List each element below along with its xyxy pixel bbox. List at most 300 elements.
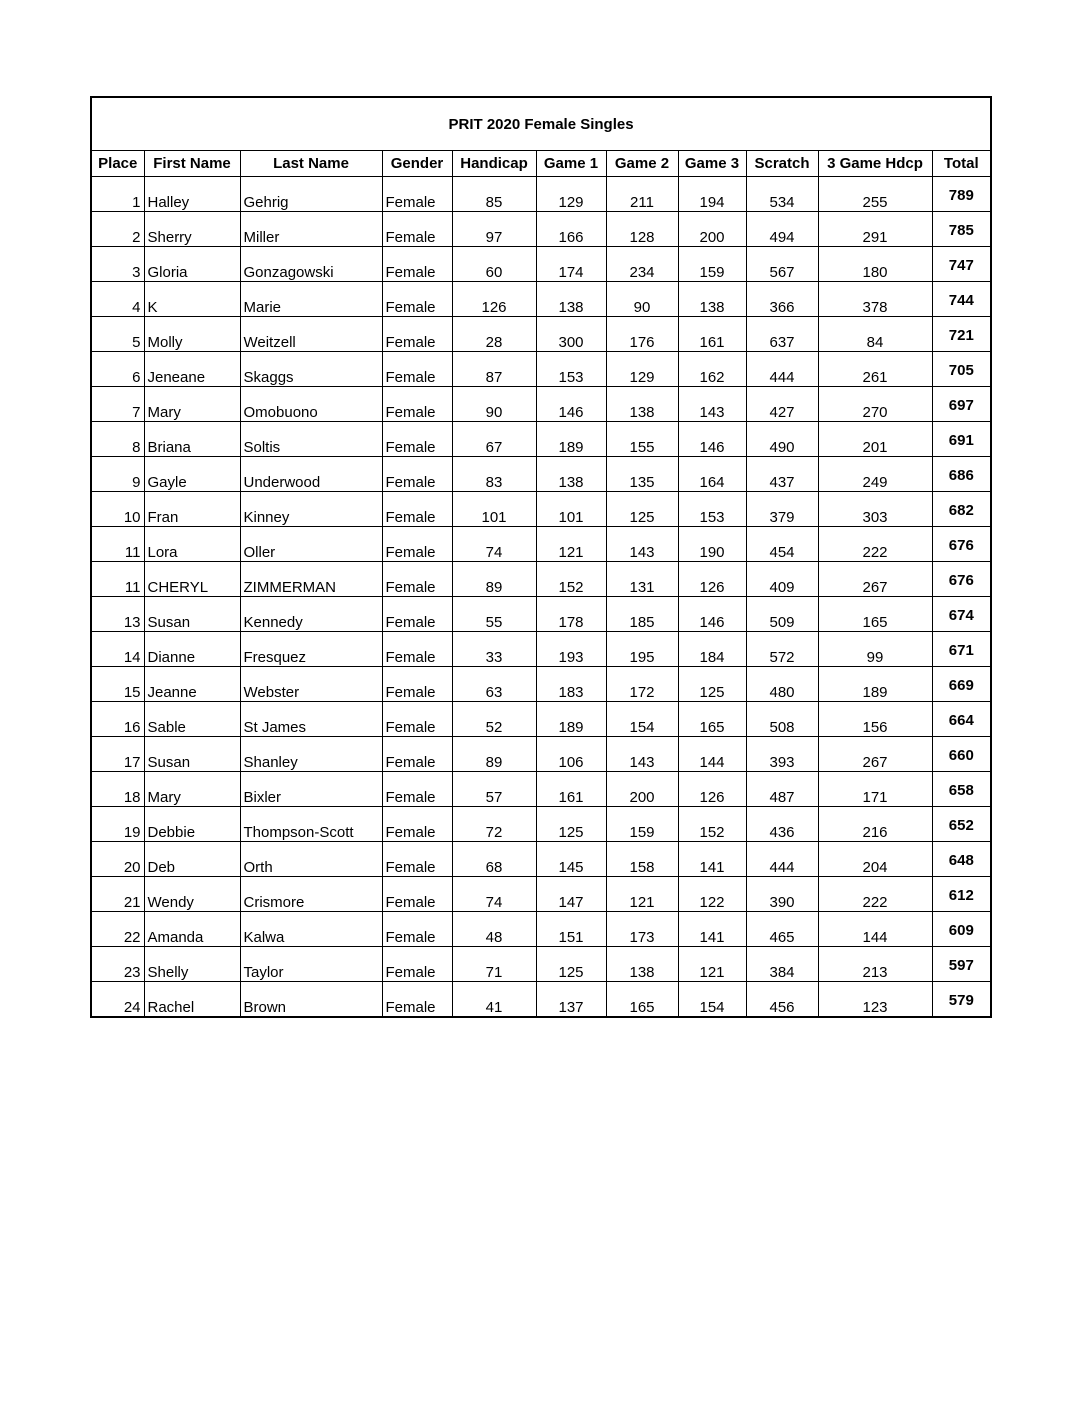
- cell-first-name: Amanda: [144, 912, 240, 947]
- cell-scratch: 480: [746, 667, 818, 702]
- cell-gender: Female: [382, 212, 452, 247]
- cell-place: 21: [91, 877, 144, 912]
- cell-total: 721: [932, 317, 991, 352]
- cell-last-name: Weitzell: [240, 317, 382, 352]
- cell-total: 652: [932, 807, 991, 842]
- cell-handicap: 68: [452, 842, 536, 877]
- cell-first-name: Deb: [144, 842, 240, 877]
- cell-three-game-hdcp: 249: [818, 457, 932, 492]
- cell-scratch: 637: [746, 317, 818, 352]
- cell-scratch: 490: [746, 422, 818, 457]
- cell-place: 4: [91, 282, 144, 317]
- cell-gender: Female: [382, 667, 452, 702]
- cell-three-game-hdcp: 255: [818, 177, 932, 212]
- column-header-three-game-hdcp: 3 Game Hdcp: [818, 151, 932, 177]
- table-row: [91, 317, 991, 352]
- cell-handicap: 28: [452, 317, 536, 352]
- cell-place: 6: [91, 352, 144, 387]
- cell-total: 609: [932, 912, 991, 947]
- cell-game-2: 121: [606, 877, 678, 912]
- results-table: [90, 96, 992, 1018]
- cell-last-name: ZIMMERMAN: [240, 562, 382, 597]
- cell-handicap: 74: [452, 527, 536, 562]
- cell-handicap: 126: [452, 282, 536, 317]
- cell-handicap: 101: [452, 492, 536, 527]
- cell-three-game-hdcp: 84: [818, 317, 932, 352]
- cell-three-game-hdcp: 180: [818, 247, 932, 282]
- cell-game-2: 125: [606, 492, 678, 527]
- cell-place: 8: [91, 422, 144, 457]
- cell-game-2: 158: [606, 842, 678, 877]
- cell-game-2: 138: [606, 387, 678, 422]
- cell-game-3: 141: [678, 842, 746, 877]
- table-row: [91, 737, 991, 772]
- cell-game-3: 200: [678, 212, 746, 247]
- cell-game-2: 135: [606, 457, 678, 492]
- cell-gender: Female: [382, 457, 452, 492]
- cell-game-3: 146: [678, 422, 746, 457]
- table-row: [91, 842, 991, 877]
- cell-scratch: 390: [746, 877, 818, 912]
- cell-last-name: Kalwa: [240, 912, 382, 947]
- cell-first-name: Lora: [144, 527, 240, 562]
- cell-first-name: Rachel: [144, 982, 240, 1018]
- cell-last-name: Bixler: [240, 772, 382, 807]
- cell-three-game-hdcp: 189: [818, 667, 932, 702]
- cell-game-3: 143: [678, 387, 746, 422]
- cell-game-3: 164: [678, 457, 746, 492]
- cell-first-name: Briana: [144, 422, 240, 457]
- cell-gender: Female: [382, 737, 452, 772]
- table-row: [91, 947, 991, 982]
- cell-total: 705: [932, 352, 991, 387]
- cell-scratch: 509: [746, 597, 818, 632]
- cell-game-1: 147: [536, 877, 606, 912]
- cell-scratch: 393: [746, 737, 818, 772]
- cell-handicap: 90: [452, 387, 536, 422]
- column-header-gender: Gender: [382, 151, 452, 177]
- cell-game-3: 121: [678, 947, 746, 982]
- cell-place: 24: [91, 982, 144, 1018]
- cell-total: 682: [932, 492, 991, 527]
- cell-scratch: 508: [746, 702, 818, 737]
- cell-place: 14: [91, 632, 144, 667]
- cell-game-3: 159: [678, 247, 746, 282]
- cell-handicap: 89: [452, 562, 536, 597]
- column-header-total: Total: [932, 151, 991, 177]
- cell-three-game-hdcp: 270: [818, 387, 932, 422]
- cell-gender: Female: [382, 597, 452, 632]
- cell-game-1: 178: [536, 597, 606, 632]
- cell-last-name: Webster: [240, 667, 382, 702]
- cell-game-1: 151: [536, 912, 606, 947]
- table-row: [91, 527, 991, 562]
- cell-last-name: Soltis: [240, 422, 382, 457]
- column-header-place: Place: [91, 151, 144, 177]
- cell-total: 674: [932, 597, 991, 632]
- cell-handicap: 60: [452, 247, 536, 282]
- cell-game-2: 173: [606, 912, 678, 947]
- cell-gender: Female: [382, 947, 452, 982]
- title-row: [91, 97, 991, 151]
- cell-game-3: 153: [678, 492, 746, 527]
- cell-first-name: Dianne: [144, 632, 240, 667]
- cell-last-name: Thompson-Scott: [240, 807, 382, 842]
- cell-place: 17: [91, 737, 144, 772]
- cell-game-3: 154: [678, 982, 746, 1018]
- cell-game-3: 162: [678, 352, 746, 387]
- cell-game-1: 146: [536, 387, 606, 422]
- cell-game-3: 184: [678, 632, 746, 667]
- cell-game-2: 128: [606, 212, 678, 247]
- cell-first-name: Jeanne: [144, 667, 240, 702]
- cell-first-name: Susan: [144, 737, 240, 772]
- cell-place: 20: [91, 842, 144, 877]
- cell-last-name: Gehrig: [240, 177, 382, 212]
- cell-game-1: 300: [536, 317, 606, 352]
- cell-game-1: 137: [536, 982, 606, 1018]
- table-row: [91, 597, 991, 632]
- cell-place: 2: [91, 212, 144, 247]
- cell-first-name: CHERYL: [144, 562, 240, 597]
- cell-total: 597: [932, 947, 991, 982]
- cell-total: 669: [932, 667, 991, 702]
- cell-game-2: 200: [606, 772, 678, 807]
- cell-total: 579: [932, 982, 991, 1018]
- cell-scratch: 567: [746, 247, 818, 282]
- cell-game-3: 125: [678, 667, 746, 702]
- column-header-game-2: Game 2: [606, 151, 678, 177]
- cell-total: 697: [932, 387, 991, 422]
- cell-gender: Female: [382, 702, 452, 737]
- cell-handicap: 63: [452, 667, 536, 702]
- cell-scratch: 379: [746, 492, 818, 527]
- cell-handicap: 72: [452, 807, 536, 842]
- table-row: [91, 772, 991, 807]
- cell-place: 5: [91, 317, 144, 352]
- cell-first-name: Fran: [144, 492, 240, 527]
- cell-total: 686: [932, 457, 991, 492]
- cell-handicap: 83: [452, 457, 536, 492]
- cell-three-game-hdcp: 216: [818, 807, 932, 842]
- cell-game-1: 174: [536, 247, 606, 282]
- cell-game-1: 145: [536, 842, 606, 877]
- cell-last-name: Brown: [240, 982, 382, 1018]
- cell-game-2: 211: [606, 177, 678, 212]
- cell-handicap: 52: [452, 702, 536, 737]
- cell-last-name: Taylor: [240, 947, 382, 982]
- cell-scratch: 366: [746, 282, 818, 317]
- cell-game-2: 195: [606, 632, 678, 667]
- cell-game-3: 141: [678, 912, 746, 947]
- cell-game-2: 176: [606, 317, 678, 352]
- table-row: [91, 212, 991, 247]
- table-row: [91, 807, 991, 842]
- cell-place: 3: [91, 247, 144, 282]
- cell-place: 22: [91, 912, 144, 947]
- cell-game-2: 155: [606, 422, 678, 457]
- cell-three-game-hdcp: 222: [818, 877, 932, 912]
- cell-first-name: Mary: [144, 387, 240, 422]
- cell-game-1: 193: [536, 632, 606, 667]
- cell-game-3: 152: [678, 807, 746, 842]
- cell-game-3: 122: [678, 877, 746, 912]
- cell-handicap: 55: [452, 597, 536, 632]
- cell-gender: Female: [382, 877, 452, 912]
- cell-scratch: 436: [746, 807, 818, 842]
- cell-three-game-hdcp: 291: [818, 212, 932, 247]
- cell-game-2: 143: [606, 527, 678, 562]
- cell-game-3: 144: [678, 737, 746, 772]
- cell-scratch: 437: [746, 457, 818, 492]
- cell-game-1: 125: [536, 947, 606, 982]
- table-row: [91, 702, 991, 737]
- cell-first-name: Mary: [144, 772, 240, 807]
- cell-scratch: 456: [746, 982, 818, 1018]
- cell-first-name: Susan: [144, 597, 240, 632]
- cell-place: 1: [91, 177, 144, 212]
- cell-total: 660: [932, 737, 991, 772]
- cell-game-3: 165: [678, 702, 746, 737]
- cell-first-name: Gayle: [144, 457, 240, 492]
- cell-three-game-hdcp: 204: [818, 842, 932, 877]
- cell-handicap: 85: [452, 177, 536, 212]
- cell-total: 658: [932, 772, 991, 807]
- table-row: [91, 562, 991, 597]
- cell-three-game-hdcp: 123: [818, 982, 932, 1018]
- cell-last-name: Gonzagowski: [240, 247, 382, 282]
- column-header-scratch: Scratch: [746, 151, 818, 177]
- cell-game-1: 153: [536, 352, 606, 387]
- column-header-game-3: Game 3: [678, 151, 746, 177]
- cell-gender: Female: [382, 562, 452, 597]
- cell-gender: Female: [382, 982, 452, 1018]
- cell-scratch: 534: [746, 177, 818, 212]
- table-row: [91, 282, 991, 317]
- cell-first-name: Halley: [144, 177, 240, 212]
- cell-last-name: Crismore: [240, 877, 382, 912]
- cell-game-3: 161: [678, 317, 746, 352]
- cell-game-2: 234: [606, 247, 678, 282]
- cell-total: 671: [932, 632, 991, 667]
- cell-gender: Female: [382, 527, 452, 562]
- cell-total: 676: [932, 527, 991, 562]
- cell-three-game-hdcp: 222: [818, 527, 932, 562]
- cell-three-game-hdcp: 267: [818, 562, 932, 597]
- column-header-handicap: Handicap: [452, 151, 536, 177]
- cell-game-2: 185: [606, 597, 678, 632]
- cell-game-3: 194: [678, 177, 746, 212]
- cell-game-2: 172: [606, 667, 678, 702]
- column-header-first-name: First Name: [144, 151, 240, 177]
- cell-three-game-hdcp: 99: [818, 632, 932, 667]
- cell-scratch: 454: [746, 527, 818, 562]
- cell-first-name: Jeneane: [144, 352, 240, 387]
- cell-game-3: 146: [678, 597, 746, 632]
- cell-last-name: Kennedy: [240, 597, 382, 632]
- cell-place: 16: [91, 702, 144, 737]
- cell-game-1: 138: [536, 457, 606, 492]
- cell-game-3: 190: [678, 527, 746, 562]
- cell-three-game-hdcp: 156: [818, 702, 932, 737]
- cell-place: 18: [91, 772, 144, 807]
- cell-last-name: Fresquez: [240, 632, 382, 667]
- cell-scratch: 572: [746, 632, 818, 667]
- cell-game-1: 189: [536, 422, 606, 457]
- cell-first-name: Sable: [144, 702, 240, 737]
- cell-place: 10: [91, 492, 144, 527]
- results-sheet: [90, 96, 990, 1018]
- cell-total: 691: [932, 422, 991, 457]
- cell-first-name: K: [144, 282, 240, 317]
- cell-game-1: 161: [536, 772, 606, 807]
- cell-handicap: 97: [452, 212, 536, 247]
- column-header-game-1: Game 1: [536, 151, 606, 177]
- cell-three-game-hdcp: 165: [818, 597, 932, 632]
- cell-three-game-hdcp: 303: [818, 492, 932, 527]
- cell-place: 15: [91, 667, 144, 702]
- cell-total: 612: [932, 877, 991, 912]
- table-row: [91, 457, 991, 492]
- cell-place: 9: [91, 457, 144, 492]
- table-row: [91, 877, 991, 912]
- table-row: [91, 492, 991, 527]
- cell-scratch: 494: [746, 212, 818, 247]
- cell-scratch: 444: [746, 842, 818, 877]
- cell-game-2: 159: [606, 807, 678, 842]
- cell-last-name: Miller: [240, 212, 382, 247]
- cell-scratch: 384: [746, 947, 818, 982]
- cell-three-game-hdcp: 144: [818, 912, 932, 947]
- cell-handicap: 87: [452, 352, 536, 387]
- cell-place: 13: [91, 597, 144, 632]
- cell-gender: Female: [382, 772, 452, 807]
- cell-game-1: 129: [536, 177, 606, 212]
- cell-last-name: Shanley: [240, 737, 382, 772]
- cell-gender: Female: [382, 912, 452, 947]
- cell-last-name: Marie: [240, 282, 382, 317]
- cell-handicap: 71: [452, 947, 536, 982]
- cell-total: 744: [932, 282, 991, 317]
- cell-game-2: 131: [606, 562, 678, 597]
- cell-total: 789: [932, 177, 991, 212]
- cell-game-1: 138: [536, 282, 606, 317]
- cell-total: 676: [932, 562, 991, 597]
- cell-game-1: 125: [536, 807, 606, 842]
- cell-last-name: St James: [240, 702, 382, 737]
- cell-scratch: 444: [746, 352, 818, 387]
- cell-scratch: 465: [746, 912, 818, 947]
- cell-last-name: Underwood: [240, 457, 382, 492]
- cell-last-name: Kinney: [240, 492, 382, 527]
- cell-scratch: 427: [746, 387, 818, 422]
- cell-last-name: Skaggs: [240, 352, 382, 387]
- cell-first-name: Shelly: [144, 947, 240, 982]
- cell-game-2: 138: [606, 947, 678, 982]
- table-row: [91, 177, 991, 212]
- cell-place: 11: [91, 562, 144, 597]
- table-row: [91, 247, 991, 282]
- header-row: [91, 151, 991, 177]
- cell-three-game-hdcp: 201: [818, 422, 932, 457]
- cell-gender: Female: [382, 352, 452, 387]
- cell-scratch: 487: [746, 772, 818, 807]
- cell-first-name: Molly: [144, 317, 240, 352]
- cell-three-game-hdcp: 267: [818, 737, 932, 772]
- cell-handicap: 89: [452, 737, 536, 772]
- cell-game-3: 138: [678, 282, 746, 317]
- cell-gender: Female: [382, 177, 452, 212]
- cell-game-1: 101: [536, 492, 606, 527]
- cell-game-1: 121: [536, 527, 606, 562]
- page-title: PRIT 2020 Female Singles: [91, 97, 991, 151]
- cell-game-1: 152: [536, 562, 606, 597]
- table-row: [91, 912, 991, 947]
- cell-place: 11: [91, 527, 144, 562]
- cell-three-game-hdcp: 261: [818, 352, 932, 387]
- cell-first-name: Wendy: [144, 877, 240, 912]
- table-row: [91, 632, 991, 667]
- cell-gender: Female: [382, 387, 452, 422]
- cell-place: 23: [91, 947, 144, 982]
- cell-game-1: 166: [536, 212, 606, 247]
- cell-game-3: 126: [678, 562, 746, 597]
- cell-first-name: Debbie: [144, 807, 240, 842]
- cell-game-2: 154: [606, 702, 678, 737]
- cell-first-name: Gloria: [144, 247, 240, 282]
- cell-last-name: Omobuono: [240, 387, 382, 422]
- cell-first-name: Sherry: [144, 212, 240, 247]
- cell-game-2: 143: [606, 737, 678, 772]
- cell-game-1: 183: [536, 667, 606, 702]
- cell-gender: Female: [382, 422, 452, 457]
- cell-game-1: 106: [536, 737, 606, 772]
- table-row: [91, 422, 991, 457]
- cell-three-game-hdcp: 378: [818, 282, 932, 317]
- cell-game-2: 129: [606, 352, 678, 387]
- table-row: [91, 667, 991, 702]
- cell-gender: Female: [382, 247, 452, 282]
- cell-gender: Female: [382, 492, 452, 527]
- cell-game-2: 165: [606, 982, 678, 1018]
- cell-handicap: 33: [452, 632, 536, 667]
- cell-total: 785: [932, 212, 991, 247]
- table-row: [91, 982, 991, 1018]
- cell-gender: Female: [382, 317, 452, 352]
- cell-total: 648: [932, 842, 991, 877]
- cell-handicap: 74: [452, 877, 536, 912]
- cell-last-name: Oller: [240, 527, 382, 562]
- cell-scratch: 409: [746, 562, 818, 597]
- cell-gender: Female: [382, 632, 452, 667]
- cell-game-2: 90: [606, 282, 678, 317]
- cell-handicap: 57: [452, 772, 536, 807]
- cell-handicap: 41: [452, 982, 536, 1018]
- cell-game-1: 189: [536, 702, 606, 737]
- table-row: [91, 352, 991, 387]
- column-header-last-name: Last Name: [240, 151, 382, 177]
- cell-place: 19: [91, 807, 144, 842]
- cell-total: 747: [932, 247, 991, 282]
- cell-game-3: 126: [678, 772, 746, 807]
- cell-gender: Female: [382, 807, 452, 842]
- cell-total: 664: [932, 702, 991, 737]
- cell-last-name: Orth: [240, 842, 382, 877]
- cell-gender: Female: [382, 842, 452, 877]
- cell-handicap: 48: [452, 912, 536, 947]
- cell-handicap: 67: [452, 422, 536, 457]
- cell-three-game-hdcp: 171: [818, 772, 932, 807]
